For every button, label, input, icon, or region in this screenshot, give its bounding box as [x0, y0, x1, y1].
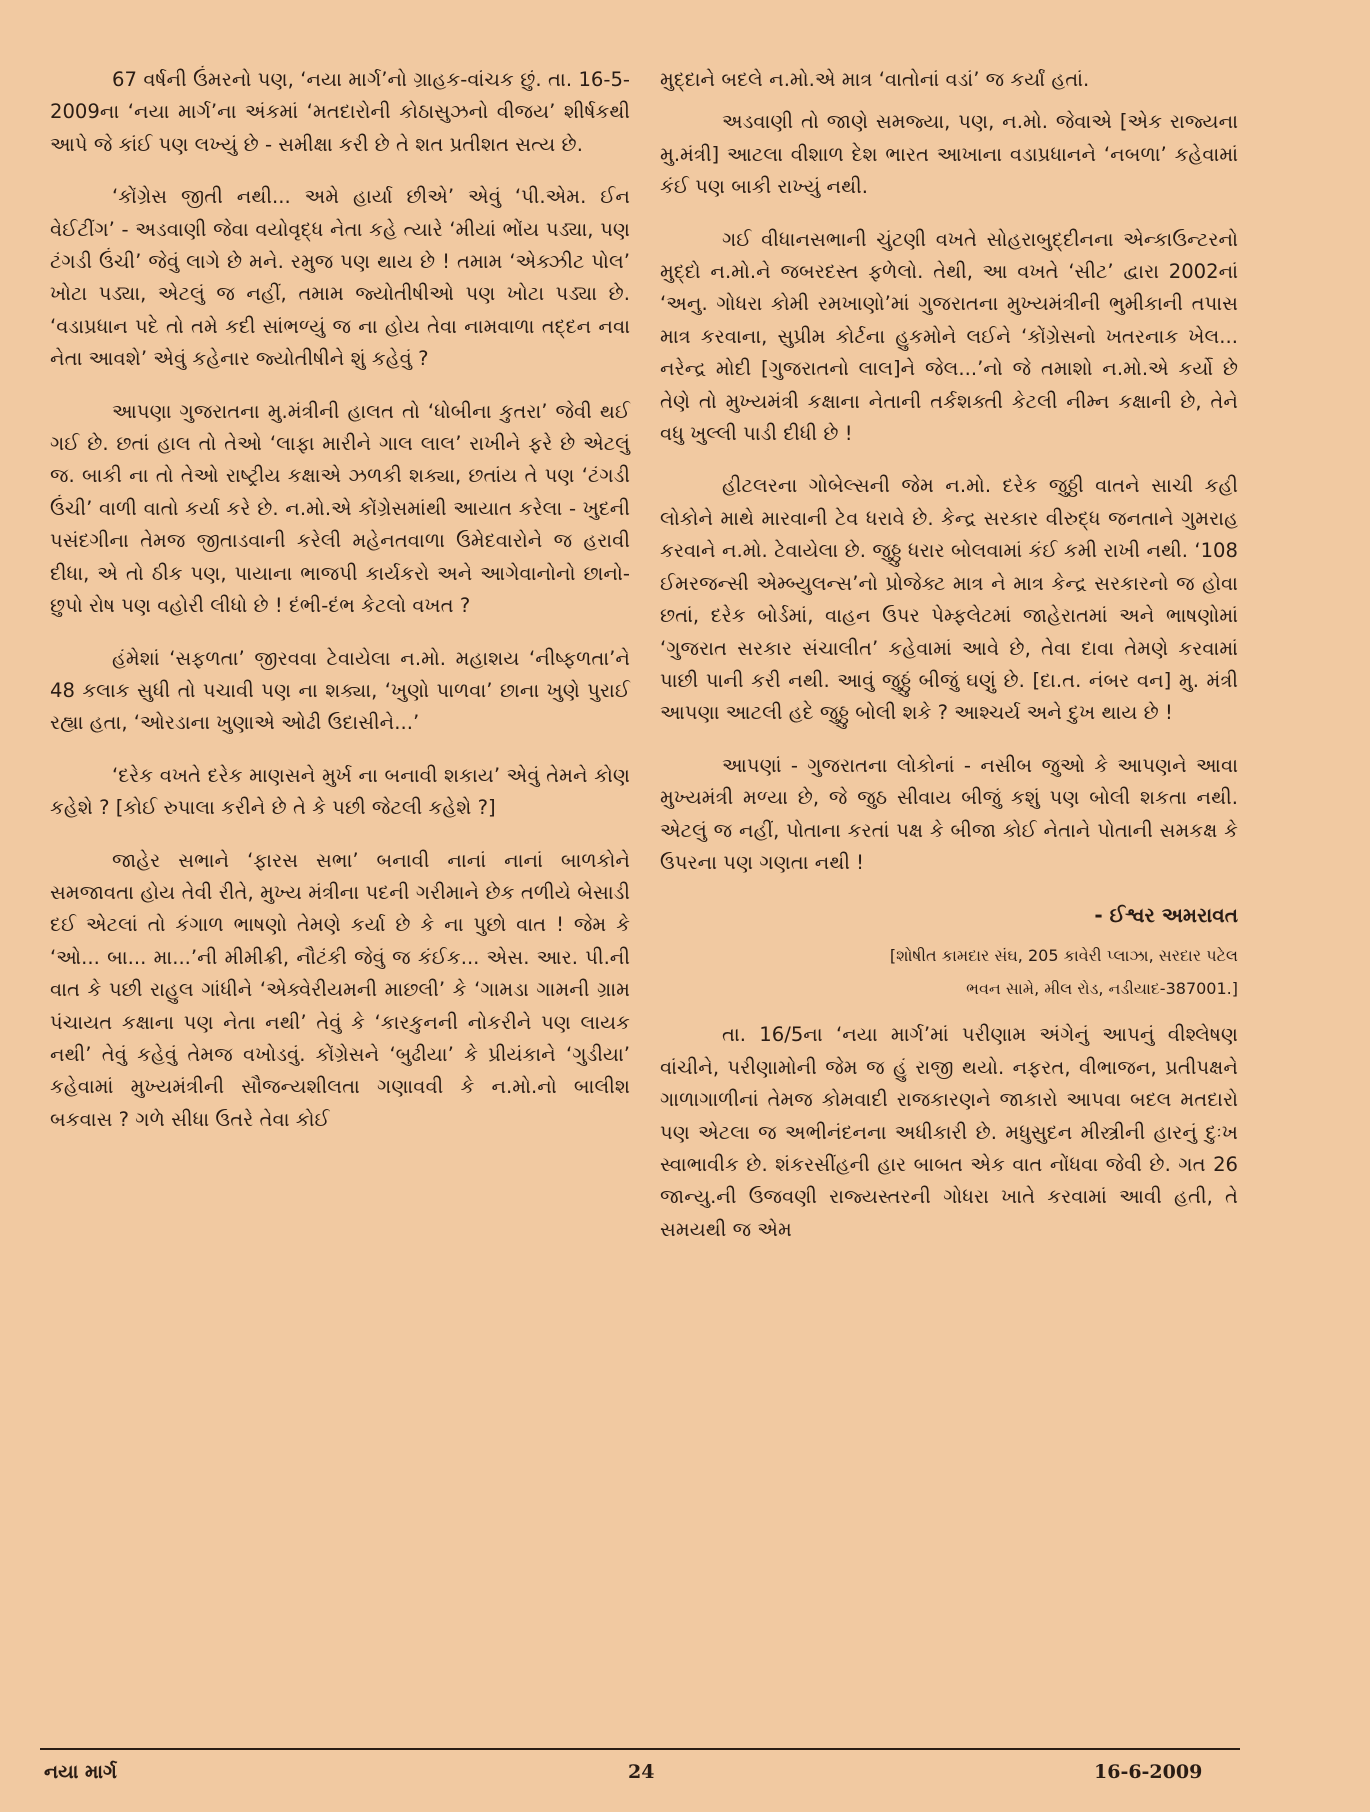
- paragraph: આપણા ગુજરાતના મુ.મંત્રીની હાલત તો ‘ધોબીના કુતરા’ જેવી થઈ ગઈ છે. છતાં હાલ તો તેઓ ‘લાફા મારીને ગાલ લાલ’ રાખીને ફરે છે એટલું જ. બાકી ના તો તેઓ રાષ્ટ્રીય કક્ષાએ ઝળકી શક્યા, છતાંય તે પણ ‘ટંગડી ઉંચી’ વાળી વાતો કર્યા કરે છે. ન.મો.એ કોંગ્રેસમાંથી આયાત કરેલા - ખુદની પસંદગીના તેમજ જીતાડવાની કરેલી મહેનતવાળા ઉમેદવારોને જ હરાવી દીધા, એ તો ઠીક પણ, પાયાના ભાજપી કાર્યકરો અને આગેવાનોનો છાનો-છુપો રોષ પણ વહોરી લીધો છે ! દંભી-દંભ કેટલો વખત ?: [50, 399, 630, 618]
- page-number: 24: [628, 1761, 655, 1783]
- paragraph: આપણાં - ગુજરાતના લોકોનાં - નસીબ જુઓ કે આપણને આવા મુખ્યમંત્રી મળ્યા છે, જે જુઠ સીવાય બીજું કશું પણ બોલી શકતા નથી. એટલું જ નહીં, પોતાના કરતાં પક્ષ કે બીજા કોઈ નેતાને પોતાની સમકક્ષ કે ઉપરના પણ ગણતા નથી !: [660, 753, 1238, 874]
- paragraph: મુદ્દાને બદલે ન.મો.એ માત્ર ‘વાતોનાં વડાં’ જ કર્યાં હતાં.: [660, 68, 1090, 91]
- right-column: [660, 64, 1238, 1266]
- paragraph: હંમેશાં ‘સફળતા’ જીરવવા ટેવાયેલા ન.મો. મહાશય ‘નીષ્ફળતા’ને 48 કલાક સુધી તો પચાવી પણ ના શક્યા, ‘ખુણો પાળવા’ છાના ખુણે પુરાઈ રહ્યા હતા, ‘ઓરડાના ખુણાએ ઓઢી ઉદાસીને...’: [50, 646, 630, 735]
- paragraph: 67 વર્ષની ઉંમરનો પણ, ‘નયા માર્ગ’નો ગ્રાહક-વાંચક છું. તા. 16-5-2009ના ‘નયા માર્ગ’ના અંકમાં ‘મતદારોની કોઠાસુઝનો વીજય’ શીર્ષકથી આપે જે કાંઈ પણ લખ્યું છે - સમીક્ષા કરી છે તે શત પ્રતીશત સત્ય છે.: [50, 68, 630, 156]
- address-line: ભવન સામે, મીલ રોડ, નડીયાદ-387001.]: [966, 979, 1238, 999]
- paragraph: ગઈ વીધાનસભાની ચુંટણી વખતે સોહરાબુદ્દીનના એન્કાઉન્ટરનો મુદ્દો ન.મો.ને જબરદસ્ત ફળેલો. તેથી, આ વખતે ‘સીટ’ દ્વારા 2002નાં ‘અનુ. ગોધરા કોમી રમખાણો’માં ગુજરાતના મુખ્યમંત્રીની ભુમીકાની તપાસ માત્ર કરવાના, સુપ્રીમ કોર્ટના હુકમોને લઈને ‘કોંગ્રેસનો ખતરનાક ખેલ... નરેન્દ્ર મોદી [ગુજરાતનો લાલ]ને જેલ...’નો જે તમાશો ન.મો.એ કર્યો છે તેણે તો મુખ્યમંત્રી કક્ષાના નેતાની તર્કશક્તી કેટલી નીમ્ન કક્ષાની છે, તેને વધુ ખુલ્લી પાડી દીધી છે !: [660, 227, 1238, 446]
- paragraph: અડવાણી તો જાણે સમજ્યા, પણ, ન.મો. જેવાએ [એક રાજ્યના મુ.મંત્રી] આટલા વીશાળ દેશ ભારત આખાના વડાપ્રધાનને ‘નબળા’ કહેવામાં કંઈ પણ બાકી રાખ્યું નથી.: [660, 110, 1238, 199]
- publication-name: નયા માર્ગ: [44, 1761, 117, 1783]
- left-column: [50, 64, 630, 1156]
- paragraph: તા. 16/5ના ‘નયા માર્ગ’માં પરીણામ અંગેનું આપનું વીશ્લેષણ વાંચીને, પરીણામોની જેમ જ હું રાજી થયો. નફરત, વીભાજન, પ્રતીપક્ષને ગાળાગાળીનાં તેમજ કોમવાદી રાજકારણને જાકારો આપવા બદલ મતદારો પણ એટલા જ અભીનંદનના અધીકારી છે. મધુસુદન મીસ્ત્રીની હારનું દુઃખ સ્વાભાવીક છે. શંકરસીંહની હાર બાબત એક વાત નોંધવા જેવી છે. ગત 26 જાન્યુ.ની ઉજવણી રાજ્યસ્તરની ગોધરા ખાતે કરવામાં આવી હતી, તે સમયથી જ એમ: [660, 1023, 1238, 1241]
- author-address: [660, 939, 1238, 1005]
- paragraph: હીટલરના ગોબેલ્સની જેમ ન.મો. દરેક જુઠ્ઠી વાતને સાચી કહી લોકોને માથે મારવાની ટેવ ધરાવે છે. કેન્દ્ર સરકાર વીરુદ્ધ જનતાને ગુમરાહ કરવાને ન.મો. ટેવાયેલા છે. જુઠ્ઠુ ધરાર બોલવામાં કંઈ કમી રાખી નથી. ‘108 ઈમરજન્સી એમ્બ્યુલન્સ’નો પ્રોજેક્ટ માત્ર ને માત્ર કેન્દ્ર સરકારનો જ હોવા છતાં, દરેક બોર્ડમાં, વાહન ઉપર પેમ્ફલેટમાં જાહેરાતમાં અને ભાષણોમાં ‘ગુજરાત સરકાર સંચાલીત’ કહેવામાં આવે છે, તેવા દાવા તેમણે કરવામાં પાછી પાની કરી નથી. આવું જુઠ્ઠું બીજું ઘણું છે. [દા.ત. નંબર વન] મુ. મંત્રી આપણા આટલી હદે જુઠ્ઠુ બોલી શકે ? આશ્ચર્ય અને દુખ થાય છે !: [660, 474, 1238, 725]
- issue-date: 16-6-2009: [1094, 1761, 1203, 1783]
- paragraph: ‘દરેક વખતે દરેક માણસને મુર્ખ ના બનાવી શકાય’ એવું તેમને કોણ કહેશે ? [કોઈ રુપાલા કરીને છે તે કે પછી જેટલી કહેશે ?]: [50, 763, 630, 820]
- paragraph: ‘કોંગ્રેસ જીતી નથી... અમે હાર્યા છીએ’ એવું ‘પી.એમ. ઈન વેઈટીંગ’ - અડવાણી જેવા વયોવૃદ્ધ નેતા કહે ત્યારે ‘મીયાં ભોંય પડ્યા, પણ ટંગડી ઉંચી’ જેવું લાગે છે મને. રમુજ પણ થાય છે ! તમામ ‘એક્ઝીટ પોલ’ ખોટા પડ્યા, એટલું જ નહીં, તમામ જ્યોતીષીઓ પણ ખોટા પડ્યા છે. ‘વડાપ્રધાન પદે તો તમે કદી સાંભળ્યું જ ના હોય તેવા નામવાળા તદ્દન નવા નેતા આવશે’ એવું કહેનાર જ્યોતીષીને શું કહેવું ?: [50, 185, 630, 371]
- address-line: [શોષીત કામદાર સંઘ, 205 કાવેરી પ્લાઝા, સરદાર પટેલ: [889, 946, 1238, 966]
- paragraph: જાહેર સભાને ‘ફારસ સભા’ બનાવી નાનાં નાનાં બાળકોને સમજાવતા હોય તેવી રીતે, મુખ્ય મંત્રીના પદની ગરીમાને છેક તળીયે બેસાડી દઈ એટલાં તો કંગાળ ભાષણો તેમણે કર્યા છે કે ના પુછો વાત ! જેમ કે ‘ઓ... બા... મા...’ની મીમીક્રી, નૌટંકી જેવું જ કંઈક... એસ. આર. પી.ની વાત કે પછી રાહુલ ગાંધીને ‘એક્વેરીયમની માછલી’ કે ‘ગામડા ગામની ગ્રામ પંચાયત કક્ષાના પણ નેતા નથી’ તેવું કે ‘કારકુનની નોકરીને પણ લાયક નથી’ તેવું કહેવું તેમજ વખોડવું. કોંગ્રેસને ‘બુઢીયા’ કે પ્રીયંકાને ‘ગુડીયા’ કહેવામાં મુખ્યમંત્રીની સૌજન્યશીલતા ગણાવવી કે ન.મો.નો બાલીશ બકવાસ ? ગળે સીધા ઉતરે તેવા કોઈ: [50, 848, 630, 1131]
- author-signature: - ઈશ્વર અમરાવત: [1094, 903, 1238, 928]
- footer-rule: [40, 1748, 1240, 1750]
